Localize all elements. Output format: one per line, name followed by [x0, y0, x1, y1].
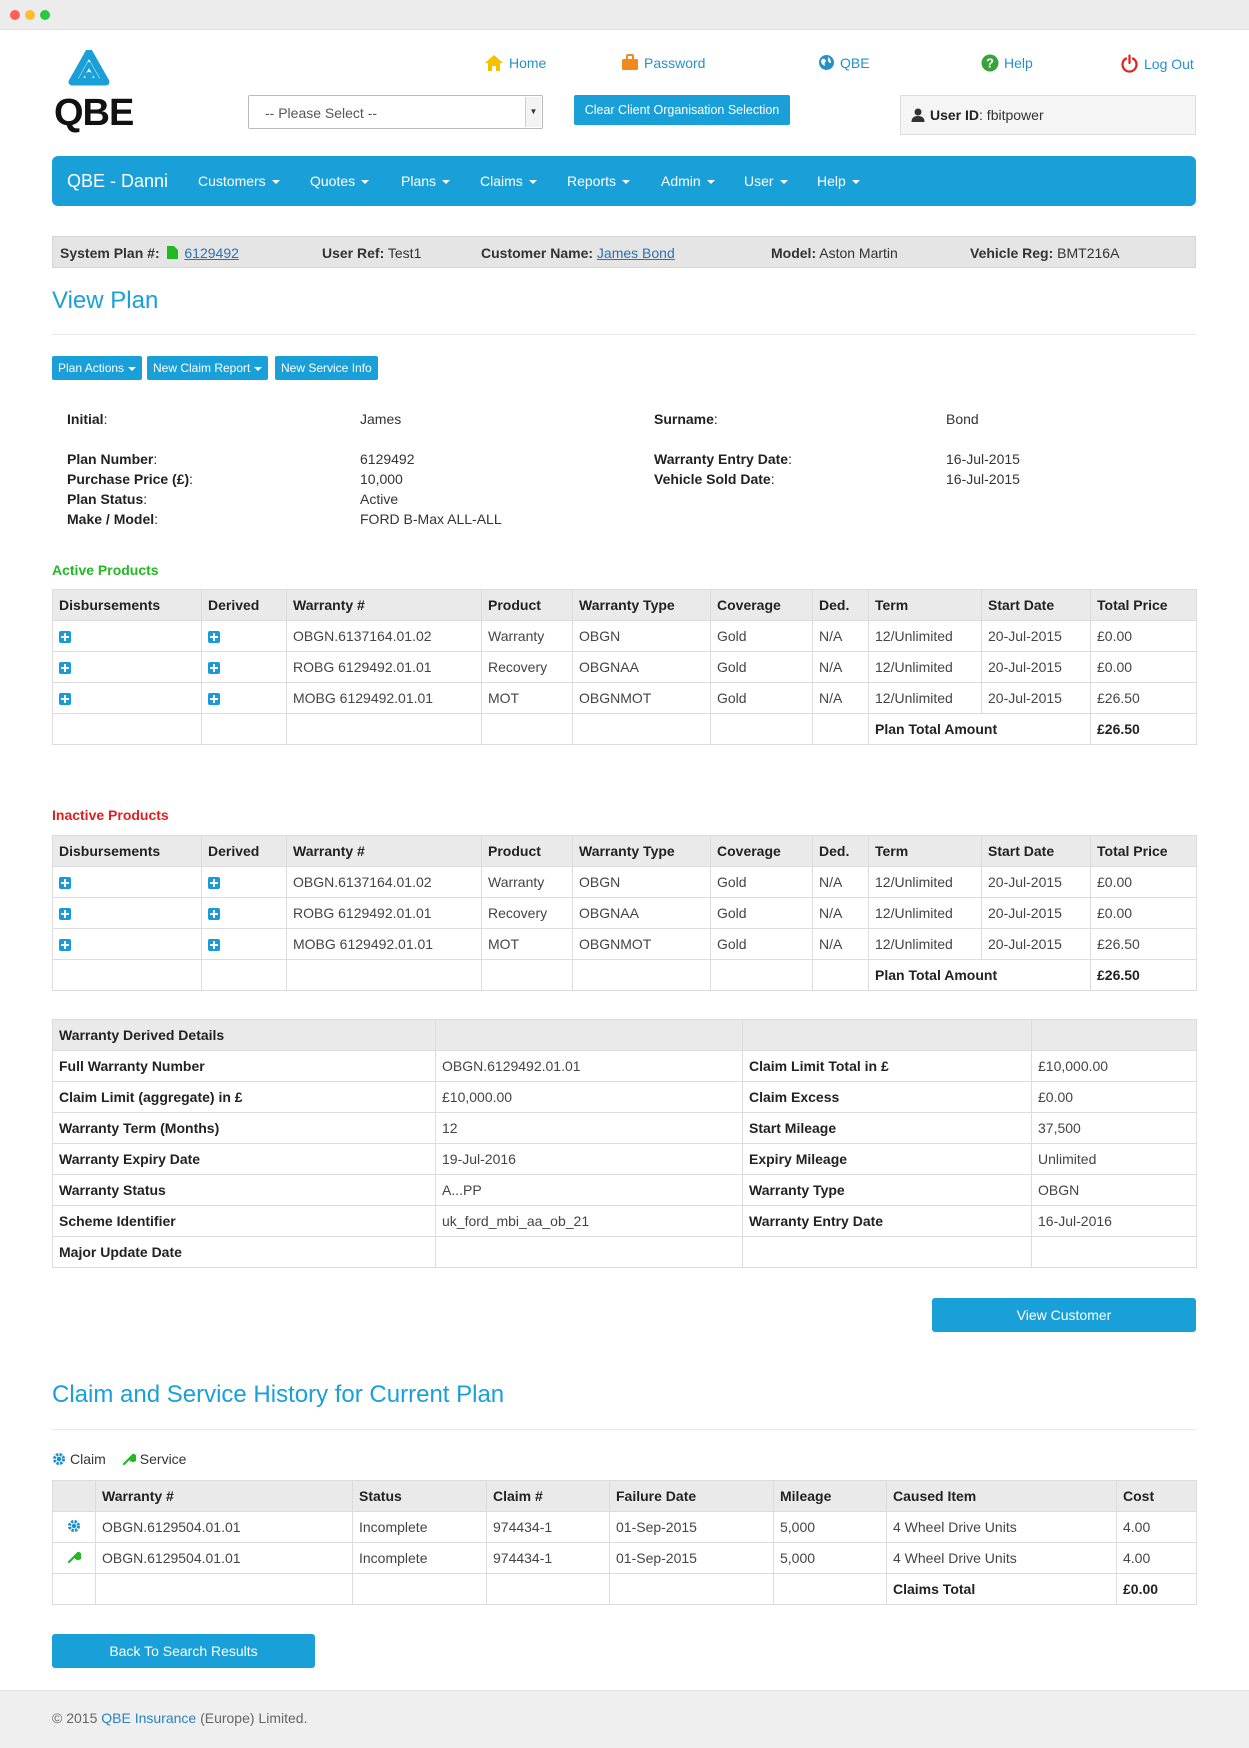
user-icon — [911, 108, 925, 122]
home-link[interactable] — [484, 54, 546, 72]
column-header: Mileage — [774, 1481, 887, 1512]
plan-status-label: Plan Status: — [67, 491, 148, 507]
empty-cell — [202, 960, 287, 991]
customer-name-link[interactable]: James Bond — [596, 245, 675, 261]
table-row — [53, 683, 1197, 714]
navbar-brand[interactable]: QBE - Danni — [67, 171, 169, 191]
caret-down-icon — [780, 180, 788, 184]
table-row — [53, 1206, 1197, 1237]
caret-down-icon — [622, 180, 630, 184]
table-cell: OBGN — [573, 867, 711, 898]
table-cell: Expiry Mileage — [743, 1144, 1032, 1175]
table-cell: Major Update Date — [53, 1237, 436, 1268]
table-total-row — [53, 714, 1197, 745]
globe-icon — [818, 54, 835, 71]
document-icon — [167, 246, 178, 259]
purchase-price-label: Purchase Price (£): — [67, 471, 194, 487]
empty-cell — [487, 1574, 610, 1605]
table-row — [53, 652, 1197, 683]
back-to-search-results-button[interactable]: Back To Search Results — [52, 1634, 315, 1668]
table-cell: MOT — [482, 929, 573, 960]
column-header: Start Date — [982, 590, 1091, 621]
table-cell: Warranty — [482, 867, 573, 898]
table-cell: £10,000.00 — [436, 1082, 743, 1113]
table-row — [53, 1082, 1197, 1113]
expand-plus-icon[interactable] — [59, 908, 71, 920]
table-cell: N/A — [813, 867, 869, 898]
plan-total-label: Plan Total Amount — [869, 714, 1091, 745]
table-cell: £0.00 — [1091, 867, 1197, 898]
table-cell: N/A — [813, 683, 869, 714]
table-cell: Warranty Type — [743, 1175, 1032, 1206]
table-cell — [743, 1237, 1032, 1268]
table-cell: Incomplete — [353, 1543, 487, 1574]
table-cell: 20-Jul-2015 — [982, 929, 1091, 960]
system-plan-label: System Plan #: — [60, 245, 160, 261]
column-header: Cost — [1117, 1481, 1197, 1512]
password-link[interactable] — [621, 54, 705, 71]
user-id-label: User ID — [930, 107, 980, 123]
table-row[interactable] — [53, 1543, 1197, 1574]
plan-total-value: £26.50 — [1091, 960, 1197, 991]
table-cell: 01-Sep-2015 — [610, 1543, 774, 1574]
home-icon — [484, 54, 504, 72]
table-row — [53, 929, 1197, 960]
new-claim-report-button[interactable]: New Claim Report — [147, 356, 268, 380]
column-header: Start Date — [982, 836, 1091, 867]
table-cell: Warranty Term (Months) — [53, 1113, 436, 1144]
model-value: Aston Martin — [819, 245, 898, 261]
user-ref-label: User Ref: — [322, 245, 385, 261]
table-total-row — [53, 1574, 1197, 1605]
table-row — [53, 1144, 1197, 1175]
main-navbar — [52, 156, 1196, 206]
table-cell: £10,000.00 — [1032, 1051, 1197, 1082]
empty-cell — [711, 960, 813, 991]
column-header: Claim # — [487, 1481, 610, 1512]
expand-plus-icon[interactable] — [208, 631, 220, 643]
table-cell: 12/Unlimited — [869, 652, 982, 683]
close-window-icon[interactable] — [10, 10, 20, 20]
table-cell: Gold — [711, 683, 813, 714]
table-row — [53, 898, 1197, 929]
warranty-entry-date-value: 16-Jul-2015 — [946, 451, 1020, 467]
table-cell: N/A — [813, 652, 869, 683]
caret-down-icon — [529, 180, 537, 184]
inactive-products-table — [52, 835, 1197, 991]
column-header: Total Price — [1091, 590, 1197, 621]
claims-history-table — [52, 1480, 1197, 1605]
caret-down-icon — [254, 367, 262, 371]
claims-history-title: Claim and Service History for Current Plan — [52, 1381, 505, 1408]
table-row[interactable] — [53, 1512, 1197, 1543]
expand-plus-icon[interactable] — [208, 939, 220, 951]
empty-cell — [573, 960, 711, 991]
empty-cell — [482, 714, 573, 745]
column-header: Warranty # — [287, 836, 482, 867]
nav-reports[interactable]: Reports — [567, 173, 630, 189]
column-header: Derived — [202, 590, 287, 621]
table-cell: OBGNAA — [573, 652, 711, 683]
nav-claims[interactable]: Claims — [480, 173, 537, 189]
footer — [0, 1690, 1249, 1748]
table-cell: 12/Unlimited — [869, 683, 982, 714]
table-cell: Gold — [711, 929, 813, 960]
column-header: Disbursements — [53, 590, 202, 621]
caret-down-icon — [128, 367, 136, 371]
surname-label: Surname: — [654, 411, 718, 427]
nav-customers[interactable]: Customers — [198, 173, 280, 189]
table-cell: N/A — [813, 929, 869, 960]
table-row — [53, 1113, 1197, 1144]
wrench-icon — [122, 1452, 136, 1466]
active-products-title: Active Products — [52, 562, 159, 578]
plan-number-label: Plan Number: — [67, 451, 158, 467]
vehicle-reg-label: Vehicle Reg: — [970, 245, 1054, 261]
empty-cell — [202, 714, 287, 745]
column-header: Caused Item — [887, 1481, 1117, 1512]
table-header-row — [53, 590, 1197, 621]
table-cell: Full Warranty Number — [53, 1051, 436, 1082]
table-cell: £0.00 — [1091, 621, 1197, 652]
vehicle-reg-value: BMT216A — [1057, 245, 1120, 261]
table-cell: OBGN.6137164.01.02 — [287, 867, 482, 898]
user-id-value: : fbitpower — [979, 107, 1044, 123]
table-cell: Recovery — [482, 652, 573, 683]
chevron-down-icon: ▼ — [525, 97, 541, 127]
table-cell: Gold — [711, 652, 813, 683]
table-cell: 20-Jul-2015 — [982, 867, 1091, 898]
table-cell: MOBG 6129492.01.01 — [287, 929, 482, 960]
legend-service-label: Service — [139, 1451, 187, 1467]
table-cell: OBGN.6129504.01.01 — [96, 1512, 353, 1543]
table-cell: 12/Unlimited — [869, 898, 982, 929]
column-header: Ded. — [813, 836, 869, 867]
table-cell: 37,500 — [1032, 1113, 1197, 1144]
table-cell: OBGNMOT — [573, 929, 711, 960]
empty-cell — [287, 960, 482, 991]
caret-down-icon — [852, 180, 860, 184]
table-cell: 974434-1 — [487, 1543, 610, 1574]
table-cell: Scheme Identifier — [53, 1206, 436, 1237]
table-cell: A...PP — [436, 1175, 743, 1206]
expand-plus-icon[interactable] — [59, 662, 71, 674]
legend-claim-label: Claim — [70, 1451, 106, 1467]
power-icon — [1120, 54, 1139, 73]
expand-plus-icon[interactable] — [208, 693, 220, 705]
nav-user[interactable]: User — [744, 173, 788, 189]
table-cell: Warranty Entry Date — [743, 1206, 1032, 1237]
minimize-window-icon[interactable] — [25, 10, 35, 20]
nav-quotes[interactable]: Quotes — [310, 173, 369, 189]
expand-plus-icon[interactable] — [59, 877, 71, 889]
claims-total-label: Claims Total — [887, 1574, 1117, 1605]
table-cell: 5,000 — [774, 1512, 887, 1543]
empty-cell — [96, 1574, 353, 1605]
logo-text: QBE — [54, 92, 134, 134]
table-cell: OBGNAA — [573, 898, 711, 929]
empty-cell — [482, 960, 573, 991]
table-cell: Claim Limit Total in £ — [743, 1051, 1032, 1082]
wrench-icon[interactable] — [67, 1550, 81, 1567]
footer-qbe-insurance-link[interactable]: QBE Insurance — [101, 1710, 197, 1726]
warranty-entry-date-label: Warranty Entry Date: — [654, 451, 792, 467]
table-cell: Warranty — [482, 621, 573, 652]
client-organisation-select[interactable] — [248, 95, 543, 129]
table-cell: 4 Wheel Drive Units — [887, 1543, 1117, 1574]
table-cell: N/A — [813, 898, 869, 929]
table-cell: Warranty Expiry Date — [53, 1144, 436, 1175]
empty-cell — [610, 1574, 774, 1605]
table-cell: ROBG 6129492.01.01 — [287, 898, 482, 929]
system-plan-link[interactable]: 6129492 — [184, 245, 239, 261]
table-header-row — [53, 1481, 1197, 1512]
column-header: Failure Date — [610, 1481, 774, 1512]
qbe-emblem-icon — [64, 50, 114, 94]
column-header: Term — [869, 590, 982, 621]
table-cell: 20-Jul-2015 — [982, 898, 1091, 929]
column-header: Warranty # — [96, 1481, 353, 1512]
user-id-box — [900, 95, 1196, 135]
divider — [52, 334, 1196, 335]
empty-cell — [53, 714, 202, 745]
qbe-label: QBE — [840, 54, 870, 71]
maximize-window-icon[interactable] — [40, 10, 50, 20]
table-cell: 5,000 — [774, 1543, 887, 1574]
inactive-products-title: Inactive Products — [52, 807, 169, 823]
column-header: Product — [482, 836, 573, 867]
table-cell: 19-Jul-2016 — [436, 1144, 743, 1175]
table-row — [53, 621, 1197, 652]
table-cell: 4 Wheel Drive Units — [887, 1512, 1117, 1543]
claims-legend — [52, 1451, 186, 1467]
empty-cell — [813, 714, 869, 745]
plan-total-label: Plan Total Amount — [869, 960, 1091, 991]
initial-value: James — [360, 411, 402, 427]
footer-copyright: © 2015 — [52, 1710, 102, 1726]
new-service-info-button[interactable]: New Service Info — [275, 356, 378, 380]
caret-down-icon — [442, 180, 450, 184]
help-label: Help — [1004, 55, 1033, 71]
purchase-price-value: 10,000 — [360, 471, 403, 487]
table-cell: Claim Limit (aggregate) in £ — [53, 1082, 436, 1113]
table-header-row — [53, 1020, 1197, 1051]
column-header: Total Price — [1091, 836, 1197, 867]
nav-plans[interactable]: Plans — [401, 173, 450, 189]
vehicle-sold-date-label: Vehicle Sold Date: — [654, 471, 775, 487]
table-cell: MOT — [482, 683, 573, 714]
table-cell: 20-Jul-2015 — [982, 652, 1091, 683]
caret-down-icon — [361, 180, 369, 184]
empty-cell — [573, 714, 711, 745]
qbe-link[interactable] — [818, 54, 870, 71]
table-cell: OBGN.6129504.01.01 — [96, 1543, 353, 1574]
table-cell: £0.00 — [1032, 1082, 1197, 1113]
nav-help[interactable]: Help — [817, 173, 860, 189]
table-cell: Incomplete — [353, 1512, 487, 1543]
table-cell: £0.00 — [1091, 898, 1197, 929]
table-cell: £26.50 — [1091, 683, 1197, 714]
expand-plus-icon[interactable] — [59, 693, 71, 705]
empty-cell — [53, 960, 202, 991]
column-header: Product — [482, 590, 573, 621]
empty-cell — [813, 960, 869, 991]
table-total-row — [53, 960, 1197, 991]
column-header: Coverage — [711, 590, 813, 621]
plan-status-value: Active — [360, 491, 399, 507]
table-cell: Claim Excess — [743, 1082, 1032, 1113]
table-cell: Gold — [711, 867, 813, 898]
table-cell: OBGN — [1032, 1175, 1197, 1206]
column-header: Warranty Type — [573, 590, 711, 621]
column-header: Disbursements — [53, 836, 202, 867]
svg-text:?: ? — [986, 55, 994, 71]
table-cell: Gold — [711, 621, 813, 652]
table-cell: ROBG 6129492.01.01 — [287, 652, 482, 683]
table-cell: Recovery — [482, 898, 573, 929]
empty-cell — [353, 1574, 487, 1605]
gear-icon[interactable] — [67, 1519, 81, 1536]
derived-details-title: Warranty Derived Details — [53, 1020, 436, 1051]
column-header: Derived — [202, 836, 287, 867]
select-value: -- Please Select -- — [265, 105, 378, 121]
table-cell: uk_ford_mbi_aa_ob_21 — [436, 1206, 743, 1237]
expand-plus-icon[interactable] — [208, 908, 220, 920]
user-ref-value: Test1 — [387, 245, 422, 261]
vehicle-sold-date-value: 16-Jul-2015 — [946, 471, 1020, 487]
warranty-derived-details-table — [52, 1019, 1197, 1268]
empty-cell — [287, 714, 482, 745]
table-cell: 12/Unlimited — [869, 621, 982, 652]
table-cell: £0.00 — [1091, 652, 1197, 683]
table-cell: OBGN.6129492.01.01 — [436, 1051, 743, 1082]
table-cell: OBGN.6137164.01.02 — [287, 621, 482, 652]
logout-label: Log Out — [1144, 55, 1194, 72]
table-header-row — [53, 836, 1197, 867]
password-label: Password — [644, 54, 706, 71]
expand-plus-icon[interactable] — [208, 662, 220, 674]
table-cell: 20-Jul-2015 — [982, 683, 1091, 714]
model-label: Model: — [771, 245, 817, 261]
divider — [52, 1429, 1196, 1430]
plan-summary-bar — [52, 236, 1196, 268]
table-cell: OBGNMOT — [573, 683, 711, 714]
table-cell: MOBG 6129492.01.01 — [287, 683, 482, 714]
active-products-table — [52, 589, 1197, 745]
table-cell: 16-Jul-2016 — [1032, 1206, 1197, 1237]
footer-suffix: (Europe) Limited. — [196, 1710, 308, 1726]
table-cell — [1032, 1237, 1197, 1268]
table-cell: 12/Unlimited — [869, 929, 982, 960]
table-row — [53, 1237, 1197, 1268]
column-header: Ded. — [813, 590, 869, 621]
clear-client-selection-button[interactable]: Clear Client Organisation Selection — [574, 95, 790, 125]
table-cell: 12/Unlimited — [869, 867, 982, 898]
table-cell: 4.00 — [1117, 1543, 1197, 1574]
expand-plus-icon[interactable] — [59, 939, 71, 951]
help-link[interactable] — [981, 54, 1033, 72]
logout-link[interactable] — [1120, 54, 1194, 73]
customer-name-label: Customer Name: — [481, 245, 594, 261]
table-cell: OBGN — [573, 621, 711, 652]
empty-cell — [774, 1574, 887, 1605]
window-chrome — [0, 0, 1249, 30]
briefcase-icon — [621, 54, 639, 71]
initial-label: Initial: — [67, 411, 108, 427]
table-cell: 974434-1 — [487, 1512, 610, 1543]
table-cell: Gold — [711, 898, 813, 929]
view-customer-button[interactable]: View Customer — [932, 1298, 1196, 1332]
table-row — [53, 867, 1197, 898]
column-header: Status — [353, 1481, 487, 1512]
caret-down-icon — [707, 180, 715, 184]
empty-cell — [53, 1574, 96, 1605]
expand-plus-icon[interactable] — [208, 877, 220, 889]
table-cell: £26.50 — [1091, 929, 1197, 960]
table-cell: N/A — [813, 621, 869, 652]
table-cell: 4.00 — [1117, 1512, 1197, 1543]
surname-value: Bond — [946, 411, 979, 427]
column-header: Coverage — [711, 836, 813, 867]
table-cell: Unlimited — [1032, 1144, 1197, 1175]
empty-cell — [711, 714, 813, 745]
table-row — [53, 1175, 1197, 1206]
gear-icon — [52, 1452, 66, 1466]
column-header — [53, 1481, 96, 1512]
column-header: Warranty # — [287, 590, 482, 621]
home-label: Home — [509, 55, 547, 71]
plan-total-value: £26.50 — [1091, 714, 1197, 745]
table-cell: Start Mileage — [743, 1113, 1032, 1144]
table-row — [53, 1051, 1197, 1082]
page-title: View Plan — [52, 287, 159, 314]
nav-admin[interactable]: Admin — [661, 173, 715, 189]
table-cell: 01-Sep-2015 — [610, 1512, 774, 1543]
column-header: Term — [869, 836, 982, 867]
caret-down-icon — [272, 180, 280, 184]
make-model-value: FORD B-Max ALL-ALL — [360, 511, 502, 527]
table-cell: Warranty Status — [53, 1175, 436, 1206]
table-cell: 20-Jul-2015 — [982, 621, 1091, 652]
expand-plus-icon[interactable] — [59, 631, 71, 643]
plan-number-value: 6129492 — [360, 451, 415, 467]
plan-actions-button[interactable]: Plan Actions — [52, 356, 142, 380]
help-icon — [981, 54, 999, 72]
column-header: Warranty Type — [573, 836, 711, 867]
table-cell — [436, 1237, 743, 1268]
table-cell: 12 — [436, 1113, 743, 1144]
make-model-label: Make / Model: — [67, 511, 159, 527]
claims-total-value: £0.00 — [1117, 1574, 1197, 1605]
